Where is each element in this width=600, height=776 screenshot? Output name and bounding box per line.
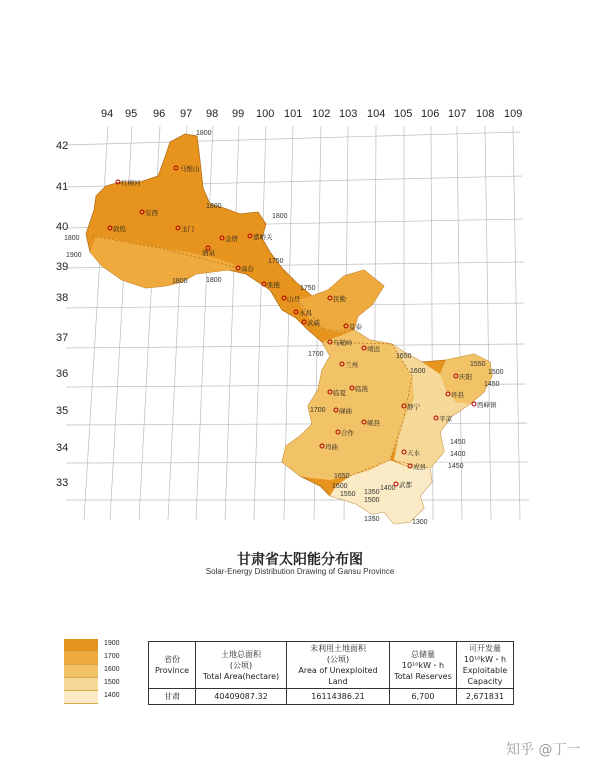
header-line: (公顷): [326, 655, 350, 664]
watermark: 知乎 @丁一: [506, 742, 581, 758]
isoline-label: 1550: [340, 491, 356, 498]
map-subtitle: Solar-Energy Distribution Drawing of Gansu Province: [205, 567, 395, 576]
isoline-label: 1450: [484, 381, 500, 388]
city-label: 西峰镇: [477, 401, 497, 409]
city-label: 红柳河: [121, 179, 141, 187]
header-total-area: [196, 642, 287, 689]
header-province: [149, 642, 196, 689]
header-line: 土地总面积: [221, 649, 261, 659]
latitude-label: 34: [56, 442, 69, 454]
latitude-label: 42: [56, 140, 69, 152]
header-exploitable: [457, 642, 514, 689]
legend-label: 1600: [104, 666, 120, 673]
isoline-label: 1800: [64, 235, 80, 242]
header-line: 总储量: [411, 649, 435, 659]
isoline-label: 1600: [332, 483, 348, 490]
isoline-label: 1700: [308, 351, 324, 358]
longitude-label: 108: [476, 108, 495, 120]
city-label: 安西: [145, 209, 158, 217]
city-label: 山丹: [287, 295, 300, 303]
table-cell: 2,671831: [457, 689, 514, 705]
isoline-label: 1550: [470, 361, 486, 368]
city-label: 民勤: [333, 295, 346, 303]
city-label: 酒泉: [202, 249, 215, 257]
legend: [64, 639, 120, 704]
legend-label: 1700: [104, 653, 120, 660]
isoline-label: 1450: [450, 439, 466, 446]
isoline-label: 1300: [412, 519, 428, 526]
map-title: 甘肃省太阳能分布图: [237, 552, 363, 568]
header-line: (公顷): [229, 660, 253, 670]
isoline-label: 1650: [396, 353, 412, 360]
table-cell: 6,700: [390, 689, 457, 705]
city-label: 临夏: [333, 389, 346, 397]
city-label: 兰州: [345, 361, 358, 369]
city-label: 玛曲: [325, 443, 338, 451]
header-total-reserves: [390, 642, 457, 689]
longitude-label: 95: [125, 108, 138, 120]
city-label: 庆阳: [459, 373, 472, 381]
header-line: 省份: [164, 655, 180, 664]
longitude-label: 103: [339, 108, 358, 120]
legend-label: 1400: [104, 692, 120, 699]
city-label: 高台: [241, 265, 254, 273]
isoline-label: 1700: [310, 407, 326, 414]
legend-swatch: [64, 652, 120, 665]
longitude-label: 101: [284, 108, 303, 120]
isoline-label: 1600: [410, 368, 426, 375]
table-cell: 16114386.21: [287, 689, 390, 705]
isoline-label: 1500: [364, 497, 380, 504]
isoline-label: 1750: [268, 258, 284, 265]
longitude-label: 107: [448, 108, 467, 120]
city-label: 景泰: [349, 323, 362, 331]
longitude-label: 96: [153, 108, 166, 120]
city-label: 永昌: [299, 309, 312, 317]
city-label: 环县: [451, 391, 464, 399]
legend-label: 1500: [104, 679, 120, 686]
longitude-label: 99: [232, 108, 245, 120]
isoline-label: 1750: [300, 285, 316, 292]
solar-stats-table: [148, 641, 514, 705]
isoline-label: 1350: [364, 516, 380, 523]
longitude-label: 109: [504, 108, 523, 120]
city-label: 天水: [407, 449, 420, 457]
city-label: 武都: [399, 481, 412, 489]
header-line: Total Area(hectare): [202, 671, 280, 681]
header-line: Exploitable Capacity: [462, 666, 508, 686]
isoline-label: 1800: [272, 213, 288, 220]
header-unexploited: [287, 642, 390, 689]
table-header-row: [149, 642, 514, 689]
isoline-label: 1900: [66, 252, 82, 259]
city-label: 马鬃山: [180, 165, 200, 173]
isoline-label: 1800: [172, 278, 188, 285]
city-label: 敦煌: [113, 225, 126, 233]
legend-swatch: [64, 665, 120, 678]
city-label: 靖远: [367, 345, 380, 353]
city-label: 玉门: [181, 225, 194, 233]
header-line: 未利用土地面积: [310, 644, 366, 653]
header-line: Province: [154, 666, 190, 675]
longitude-label: 106: [421, 108, 440, 120]
latitude-label: 39: [56, 261, 69, 273]
longitude-label: 100: [256, 108, 275, 120]
header-line: 可开发量: [469, 644, 501, 653]
header-line: 10¹⁰kW・h: [463, 655, 507, 664]
city-label: 嘉峪关: [253, 233, 273, 241]
isoline-label: 1400: [380, 485, 396, 492]
city-label: 岷县: [367, 419, 380, 427]
isoline-label: 1800: [206, 203, 222, 210]
city-label: 武威: [307, 319, 320, 327]
table-cell: 甘肃: [149, 689, 196, 705]
longitude-label: 94: [101, 108, 114, 120]
header-line: Total Reserves: [394, 671, 452, 681]
latitude-label: 35: [56, 405, 69, 417]
city-label: 合作: [341, 429, 354, 437]
legend-swatch: [64, 678, 120, 691]
isoline-label: 1350: [364, 489, 380, 496]
isoline-label: 1500: [488, 369, 504, 376]
table-cell: 40409087.32: [196, 689, 287, 705]
latitude-label: 40: [56, 221, 69, 233]
city-label: 静宁: [407, 403, 420, 411]
city-label: 张掖: [267, 281, 280, 289]
table-row: [149, 689, 514, 705]
longitude-label: 98: [206, 108, 219, 120]
latitude-label: 36: [56, 368, 69, 380]
longitude-label: 102: [312, 108, 331, 120]
city-label: 金塔: [225, 235, 238, 243]
isoline-label: 1450: [448, 463, 464, 470]
city-label: 成县: [413, 463, 426, 471]
city-label: 碌曲: [339, 407, 352, 415]
isoline-label: 1800: [206, 277, 222, 284]
header-line: 10¹⁰kW・h: [401, 660, 445, 670]
city-label: 乌鞘岭: [333, 339, 353, 347]
city-label: 平凉: [439, 415, 452, 423]
isoline-label: 1400: [450, 451, 466, 458]
isoline-label: 1800: [196, 130, 212, 137]
longitude-label: 97: [180, 108, 193, 120]
latitude-label: 38: [56, 292, 69, 304]
legend-swatch: [64, 691, 120, 704]
latitude-label: 33: [56, 477, 69, 489]
longitude-label: 104: [367, 108, 386, 120]
legend-swatch: [64, 639, 120, 652]
city-label: 临洮: [355, 385, 368, 393]
latitude-label: 41: [56, 181, 69, 193]
longitude-label: 105: [394, 108, 413, 120]
latitude-label: 37: [56, 332, 69, 344]
legend-label: 1900: [104, 640, 120, 647]
header-line: Area of Unexploited Land: [298, 666, 378, 686]
isoline-label: 1650: [334, 473, 350, 480]
